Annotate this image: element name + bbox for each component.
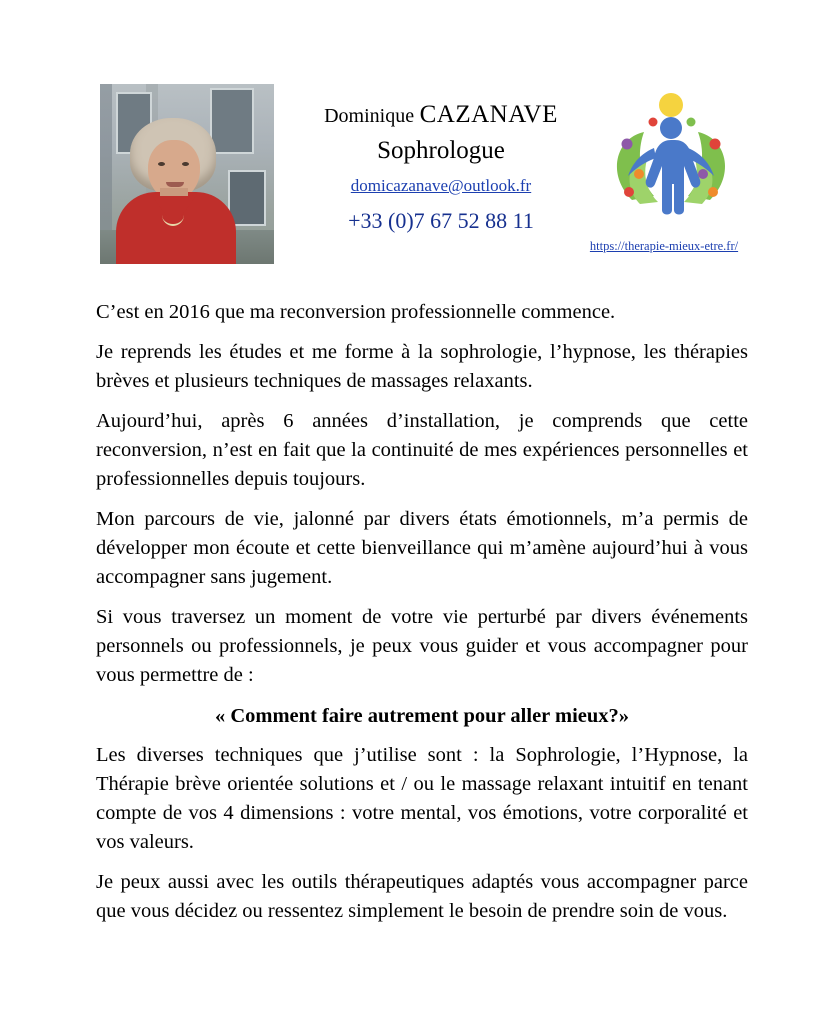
page-title: Sophrologue [377,137,505,164]
phone-number: +33 (0)7 67 52 88 11 [348,208,534,233]
paragraph: Les diverses techniques que j’utilise sont : la Sophrologie, l’Hypnose, la Thérapie brève orientée solutions et / ou le massage relaxant intuitif en tenant compte de vos 4 dimensions : votre mental, vos émotions, votre corporalité et vos valeurs. [96,744,748,853]
paragraph: Si vous traversez un moment de votre vie perturbé par divers événements personnels ou professionnels, je peux vous guider et vous accompagner pour vous permettre de : [96,606,748,686]
practitioner-name [286,84,596,131]
first-name: Dominique [324,105,415,127]
paragraph: C’est en 2016 que ma reconversion professionnelle commence. [96,301,616,323]
portrait-eye [182,162,189,166]
portrait-eye [158,162,165,166]
website-link[interactable]: https://therapie-mieux-etre.fr/ [589,239,739,253]
photo-window [210,88,254,154]
email-line [286,175,596,197]
website-line [564,239,764,254]
highlight-quote: « Comment faire autrement pour aller mieux?» [214,705,630,727]
paragraph: Aujourd’hui, après 6 années d’installation, je comprends que cette reconversion, n’est en fait que la continuité de mes expériences personnelles et professionnelles depuis toujours. [96,410,748,490]
portrait-mouth [166,182,184,187]
photo-window [228,170,266,226]
contact-block [286,84,596,235]
document-header [100,84,748,264]
document-body [96,298,748,937]
paragraph: Je peux aussi avec les outils thérapeutiques adaptés vous accompagner parce que vous décidez ou ressentez simplement le besoin de prendre soin de vous. [96,871,748,922]
paragraph: Mon parcours de vie, jalonné par divers états émotionnels, m’a permis de développer mon écoute et cette bienveillance qui m’amène aujourd’hui à vous accompagner sans jugement. [96,508,748,588]
portrait-photo [100,84,274,264]
last-name: CAZANAVE [419,101,558,128]
paragraph: Je reprends les études et me forme à la sophrologie, l’hypnose, les thérapies brèves et plusieurs techniques de massages relaxants. [96,341,748,392]
email-link[interactable]: domicazanave@outlook.fr [350,176,532,195]
tree-person-logo [596,88,746,218]
